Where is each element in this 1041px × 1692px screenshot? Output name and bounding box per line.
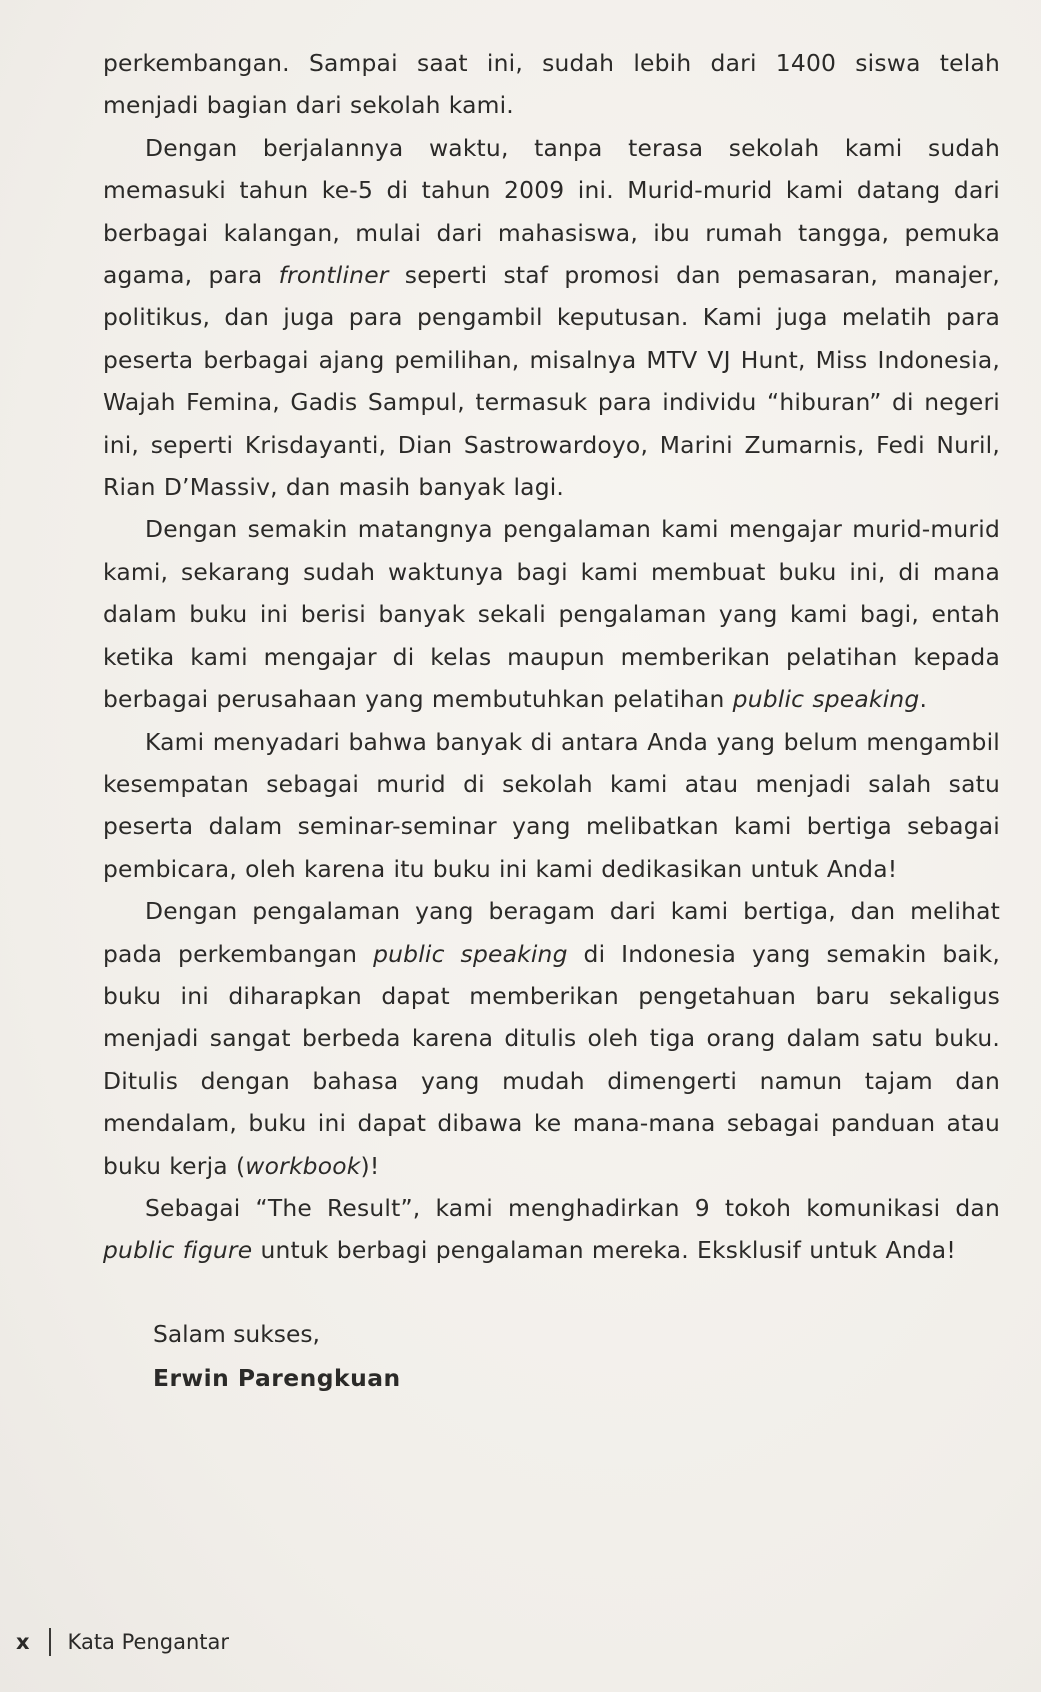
paragraph-4 <box>103 721 1000 891</box>
text-run: Sebagai “The Result”, kami menghadirkan 9 tokoh komunikasi dan <box>145 1193 1000 1222</box>
section-title: Kata Pengantar <box>67 1630 229 1654</box>
text-run: Kami menyadari bahwa banyak di antara Anda yang belum mengambil kesempatan sebagai murid di sekolah kami atau menjadi salah satu peserta dalam seminar-seminar yang melibatkan kami bertiga sebagai pembicara, oleh karena itu buku ini kami dedikasikan untuk Anda! <box>103 727 1000 883</box>
italic-term: public speaking <box>373 939 568 968</box>
italic-term: public speaking <box>732 685 920 714</box>
paragraph-3 <box>103 508 1000 720</box>
paragraph-2 <box>103 127 1000 509</box>
paragraph-1 <box>103 42 1000 127</box>
closing-salutation: Salam sukses, <box>153 1320 320 1348</box>
text-run: di Indonesia yang semakin baik, buku ini diharapkan dapat memberikan pengetahuan baru sekaligus menjadi sangat berbeda karena ditulis oleh tiga orang dalam satu buku. Ditulis dengan bahasa yang mudah dimengerti namun tajam dan mendalam, buku ini dapat dibawa ke mana-mana sebagai panduan atau buku kerja ( <box>103 939 1000 1180</box>
text-run: Dengan berjalannya waktu, tanpa terasa sekolah kami sudah memasuki tahun ke-5 di tahun 2009 ini. Murid-murid kami datang dari berbagai kalangan, mulai dari mahasiswa, ibu rumah tangga, pemuka agama, para <box>103 133 1000 290</box>
author-name: Erwin Parengkuan <box>153 1364 401 1392</box>
text-run: )! <box>360 1151 380 1180</box>
italic-term: workbook <box>245 1151 361 1180</box>
body-text <box>103 42 1000 1272</box>
page-footer <box>16 1628 229 1656</box>
paragraph-6 <box>103 1187 1000 1272</box>
text-run: . <box>919 685 928 714</box>
page-number: x <box>16 1630 30 1654</box>
italic-term: frontliner <box>278 261 389 290</box>
italic-term: public figure <box>103 1236 253 1265</box>
text-run: Dengan semakin matangnya pengalaman kami mengajar murid-murid kami, sekarang sudah waktunya bagi kami membuat buku ini, di mana dalam buku ini berisi banyak sekali pengalaman yang kami bagi, entah ketika kami mengajar di kelas maupun memberikan pelatihan kepada berbagai perusahaan yang membutuhkan pelatihan <box>103 515 1000 714</box>
text-run: untuk berbagi pengalaman mereka. Eksklusif untuk Anda! <box>252 1236 956 1265</box>
text-run: seperti staf promosi dan pemasaran, manajer, politikus, dan juga para pengambil keputusan. Kami juga melatih para peserta berbagai ajang pemilihan, misalnya MTV VJ Hunt, Miss Indonesia, Wajah Femina, Gadis Sampul, termasuk para individu “hiburan” di negeri ini, seperti Krisdayanti, Dian Sastrowardoyo, Marini Zumarnis, Fedi Nuril, Rian D’Massiv, dan masih banyak lagi. <box>103 261 1000 502</box>
text-run: perkembangan. Sampai saat ini, sudah lebih dari 1400 siswa telah menjadi bagian dari sekolah kami. <box>103 49 1000 120</box>
text-run: Dengan pengalaman yang beragam dari kami bertiga, dan melihat pada perkembangan <box>103 897 1000 968</box>
footer-divider <box>49 1628 51 1656</box>
paragraph-5 <box>103 890 1000 1187</box>
